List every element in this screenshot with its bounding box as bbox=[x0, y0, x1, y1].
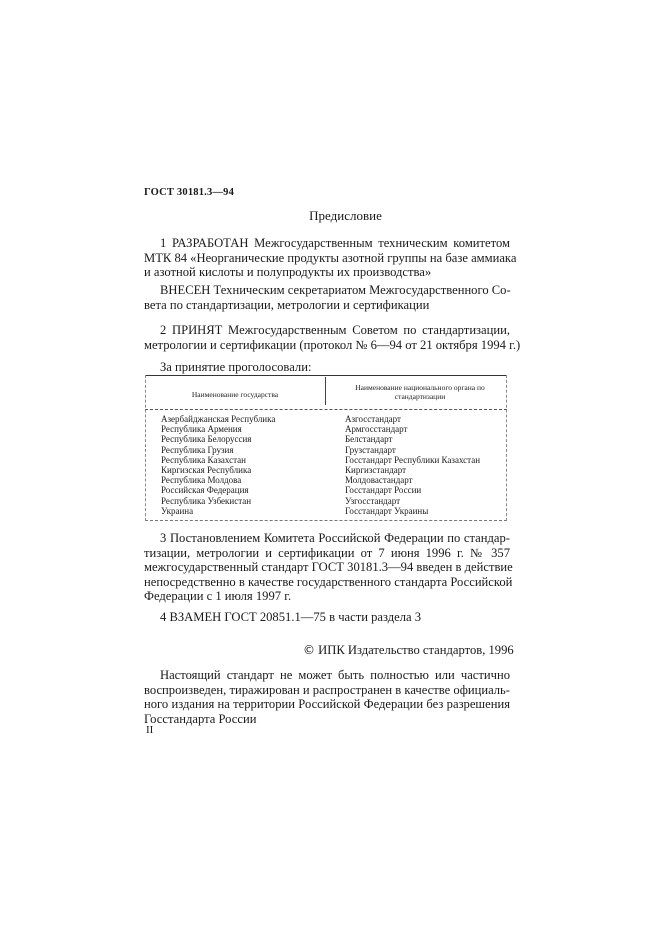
section-replaces: 4 ВЗАМЕН ГОСТ 20851.1—75 в части раздела 3 bbox=[160, 610, 422, 624]
section-developed bbox=[144, 236, 517, 280]
table-row bbox=[161, 455, 507, 465]
text-line: воспроизведен, тиражирован и распространен в качестве официаль- bbox=[144, 682, 510, 697]
table-column-divider bbox=[325, 377, 326, 405]
body-cell: Армгосстандарт bbox=[345, 424, 408, 435]
voting-table bbox=[145, 375, 507, 521]
table-border-top bbox=[145, 375, 507, 376]
text-line: ВНЕСЕН Техническим секретариатом Межгосударственного Со- bbox=[160, 283, 511, 297]
text-line: Федерации с 1 июля 1997 г. bbox=[144, 589, 292, 603]
state-cell: Республика Белоруссия bbox=[161, 434, 252, 445]
body-cell: Госстандарт Украины bbox=[345, 505, 429, 516]
table-row bbox=[161, 496, 507, 506]
table-body bbox=[161, 414, 507, 516]
section-introduced bbox=[144, 283, 510, 312]
body-cell: Грузстандарт bbox=[345, 444, 396, 455]
document-code: ГОСТ 30181.3—94 bbox=[144, 187, 235, 198]
table-header-divider bbox=[145, 409, 507, 410]
state-cell: Киргизская Республика bbox=[161, 464, 252, 475]
section-resolution bbox=[144, 531, 513, 604]
table-row bbox=[161, 506, 507, 516]
state-cell: Республика Казахстан bbox=[161, 454, 246, 465]
text-line: 1 РАЗРАБОТАН Межгосударственным техническим комитетом bbox=[160, 236, 510, 250]
table-row bbox=[161, 475, 507, 485]
text-line: Госстандарта России bbox=[144, 711, 257, 726]
table-row bbox=[161, 414, 507, 424]
state-cell: Республика Молдова bbox=[161, 475, 242, 486]
text-line: 2 ПРИНЯТ Межгосударственным Советом по стандартизации, bbox=[160, 323, 510, 337]
body-cell: Молдовастандарт bbox=[345, 475, 413, 486]
state-cell: Республика Узбекистан bbox=[161, 495, 252, 506]
text-line: МТК 84 «Неорганические продукты азотной группы на базе аммиака bbox=[144, 250, 517, 265]
table-row bbox=[161, 485, 507, 495]
table-header-body-line: Наименование национального органа по bbox=[355, 383, 485, 392]
table-row bbox=[161, 465, 507, 475]
section-adopted bbox=[144, 323, 521, 352]
body-cell: Киргизстандарт bbox=[345, 464, 407, 475]
text-line: вета по стандартизации, метрологии и сертификации bbox=[144, 297, 430, 312]
table-header-body bbox=[335, 383, 505, 401]
text-line: метрологии и сертификации (протокол № 6—94 от 21 октября 1994 г.) bbox=[144, 337, 521, 352]
text-line: непосредственно в качестве государственного стандарта Российской bbox=[144, 574, 513, 589]
text-line: межгосударственный стандарт ГОСТ 30181.3—94 введен в действие bbox=[144, 560, 513, 574]
copyright-text: ИПК Издательство стандартов, 1996 bbox=[318, 643, 514, 657]
state-cell: Республика Грузия bbox=[161, 444, 234, 455]
state-cell: Азербайджанская Республика bbox=[161, 414, 276, 424]
body-cell: Госстандарт Республики Казахстан bbox=[345, 454, 481, 465]
table-header-state: Наименование государства bbox=[191, 390, 279, 399]
text-line: тизации, метрологии и сертификации от 7 июня 1996 г. № 357 bbox=[144, 545, 510, 560]
reproduction-notice bbox=[144, 668, 510, 726]
copyright-line bbox=[303, 643, 514, 658]
table-border-left bbox=[145, 375, 146, 521]
copyright-symbol: © bbox=[303, 643, 315, 657]
table-row bbox=[161, 424, 507, 434]
body-cell: Узгосстандарт bbox=[345, 495, 401, 506]
table-row bbox=[161, 445, 507, 455]
table-row bbox=[161, 434, 507, 444]
body-cell: Госстандарт России bbox=[345, 485, 422, 496]
text-line: Настоящий стандарт не может быть полностью или частично bbox=[160, 668, 510, 682]
text-line: ного издания на территории Российской Федерации без разрешения bbox=[144, 697, 510, 711]
page-number: II bbox=[146, 724, 154, 736]
state-cell: Украина bbox=[161, 505, 194, 516]
state-cell: Республика Армения bbox=[161, 424, 242, 435]
page-title: Предисловие bbox=[309, 208, 382, 223]
voted-label: За принятие проголосовали: bbox=[160, 360, 312, 374]
text-line: и азотной кислоты и полупродукты их производства» bbox=[144, 265, 432, 279]
body-cell: Белстандарт bbox=[345, 434, 393, 445]
state-cell: Российская Федерация bbox=[161, 485, 249, 496]
table-border-bottom bbox=[145, 520, 507, 521]
table-header-body-line: стандартизации bbox=[394, 392, 446, 401]
text-line: 3 Постановлением Комитета Российской Федерации по стандар- bbox=[160, 531, 510, 545]
body-cell: Азгосстандарт bbox=[345, 414, 401, 424]
